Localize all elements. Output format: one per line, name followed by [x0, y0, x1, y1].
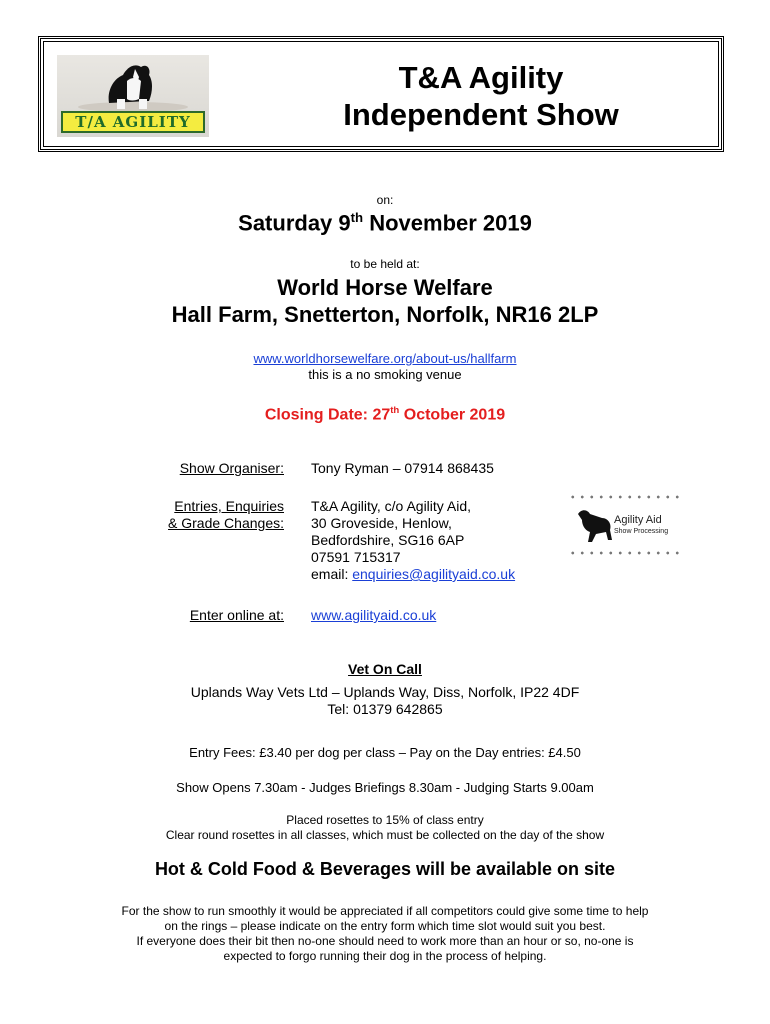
food-notice: Hot & Cold Food & Beverages will be available on site [154, 859, 616, 879]
vet-line-2: Tel: 01379 642865 [327, 701, 443, 717]
venue-info [0, 351, 770, 383]
logo-text: T/A AGILITY [61, 111, 205, 133]
entries-line-2: 30 Groveside, Henlow, [311, 515, 452, 531]
vet-line-1: Uplands Way Vets Ltd – Uplands Way, Diss, Norfolk, IP22 4DF [190, 684, 580, 700]
event-date-day: Saturday 9 [238, 210, 351, 236]
logo-dots-bottom [568, 550, 682, 556]
help-line-3: If everyone does their bit then no-one should need to work more than an hour or so, no-one is [136, 934, 634, 948]
show-times: Show Opens 7.30am - Judges Briefings 8.30am - Judging Starts 9.00am [176, 780, 594, 795]
organiser-value: Tony Ryman – 07914 868435 [311, 460, 494, 476]
help-line-1: For the show to run smoothly it would be appreciated if all competitors could give some time to help [121, 904, 649, 918]
event-date [0, 210, 770, 236]
entries-line-1: T&A Agility, c/o Agility Aid, [311, 498, 472, 514]
entries-label [134, 498, 284, 532]
closing-date-sup: th [390, 405, 400, 416]
entries-address [311, 498, 515, 583]
header-box [38, 36, 724, 152]
event-date-sup: th [350, 210, 364, 225]
on-label: on: [376, 193, 394, 207]
border-collie-icon [57, 55, 209, 115]
venue-note: this is a no smoking venue [308, 367, 462, 382]
help-line-2: on the rings – please indicate on the entry form which time slot would suit you best. [164, 919, 606, 933]
rosettes [0, 813, 770, 843]
entries-label-line-1: Entries, Enquiries [174, 498, 284, 514]
help-notice [0, 904, 770, 964]
title-line-1: T&A Agility [398, 60, 564, 95]
agility-aid-subtitle: Show Processing [614, 528, 669, 535]
ta-agility-logo [57, 55, 209, 137]
held-label: to be held at: [350, 257, 420, 271]
help-line-4: expected to forgo running their dog in the process of helping. [223, 949, 547, 963]
closing-date-rest: October 2019 [399, 406, 506, 424]
venue-link[interactable]: www.worldhorsewelfare.org/about-us/hallfarm [253, 351, 517, 366]
email-prefix: email: [311, 566, 353, 582]
rosettes-line-1: Placed rosettes to 15% of class entry [286, 813, 484, 827]
title-line-2: Independent Show [343, 97, 619, 132]
entries-line-4: 07591 715317 [311, 549, 401, 565]
venue-address: Hall Farm, Snetterton, Norfolk, NR16 2LP [171, 302, 599, 327]
closing-date [0, 405, 770, 424]
rosettes-line-2: Clear round rosettes in all classes, which must be collected on the day of the show [165, 828, 605, 842]
organiser-label: Show Organiser: [179, 460, 284, 476]
entries-line-3: Bedfordshire, SG16 6AP [311, 532, 465, 548]
venue-name: World Horse Welfare [277, 275, 493, 300]
venue [0, 274, 770, 328]
email-link[interactable]: enquiries@agilityaid.co.uk [352, 566, 516, 582]
vet-details [0, 684, 770, 718]
agility-aid-logo [568, 494, 682, 556]
online-link[interactable]: www.agilityaid.co.uk [311, 607, 437, 623]
page-title [241, 59, 721, 133]
entry-fees: Entry Fees: £3.40 per dog per class – Pay on the Day entries: £4.50 [189, 745, 581, 760]
closing-date-prefix: Closing Date: 27 [264, 406, 391, 424]
running-dog-icon [572, 504, 616, 546]
entries-label-line-2: & Grade Changes: [168, 515, 284, 531]
vet-heading: Vet On Call [348, 661, 422, 677]
agility-aid-title: Agility Aid [614, 514, 662, 526]
logo-dots-top [568, 494, 682, 500]
online-label: Enter online at: [189, 607, 284, 623]
event-date-rest: November 2019 [363, 210, 532, 236]
